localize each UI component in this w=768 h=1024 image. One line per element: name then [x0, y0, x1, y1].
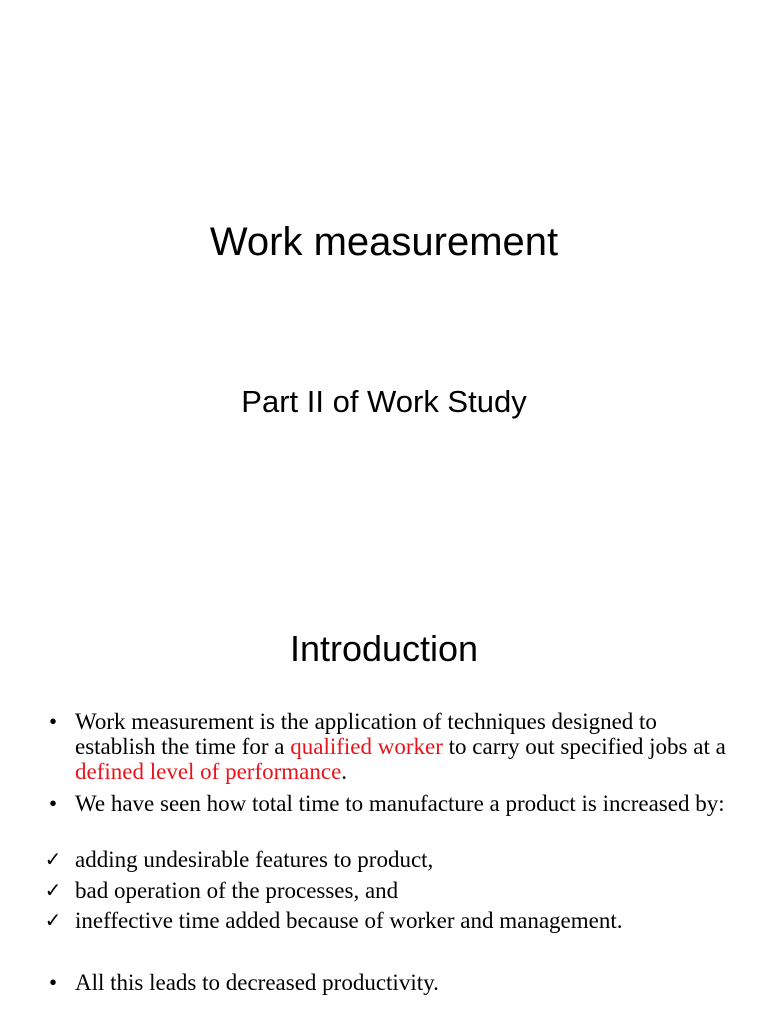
- bullet-text: .: [341, 759, 348, 784]
- bullet-marker: •: [48, 709, 58, 734]
- check-icon: ✓: [44, 908, 62, 932]
- check-text: bad operation of the processes, and: [75, 878, 399, 903]
- list-item: [48, 970, 735, 995]
- section-heading: Introduction: [289, 628, 479, 669]
- check-text: adding undesirable features to product,: [75, 847, 434, 872]
- bullet-text: Work measurement is the application of techniques designed to establish the time for a: [75, 709, 657, 759]
- check-item: [44, 908, 735, 933]
- check-text: ineffective time added because of worker and management.: [75, 908, 623, 933]
- bullet-text: All this leads to decreased productivity.: [75, 970, 439, 995]
- highlight-text: qualified worker: [290, 734, 443, 759]
- check-icon: ✓: [44, 878, 62, 902]
- bullet-marker: •: [48, 970, 58, 995]
- check-icon: ✓: [44, 847, 62, 871]
- bullet-marker: •: [48, 791, 58, 816]
- highlight-text: defined level of performance: [75, 759, 342, 784]
- bullet-text: We have seen how total time to manufacture a product is increased by:: [75, 791, 725, 816]
- check-item: [44, 847, 735, 872]
- page-subtitle: Part II of Work Study: [241, 384, 527, 419]
- bullet-text: to carry out specified jobs at a: [442, 734, 726, 759]
- list-item: [48, 709, 735, 784]
- list-item: [48, 791, 735, 816]
- page-title: Work measurement: [209, 220, 559, 264]
- check-item: [44, 878, 735, 903]
